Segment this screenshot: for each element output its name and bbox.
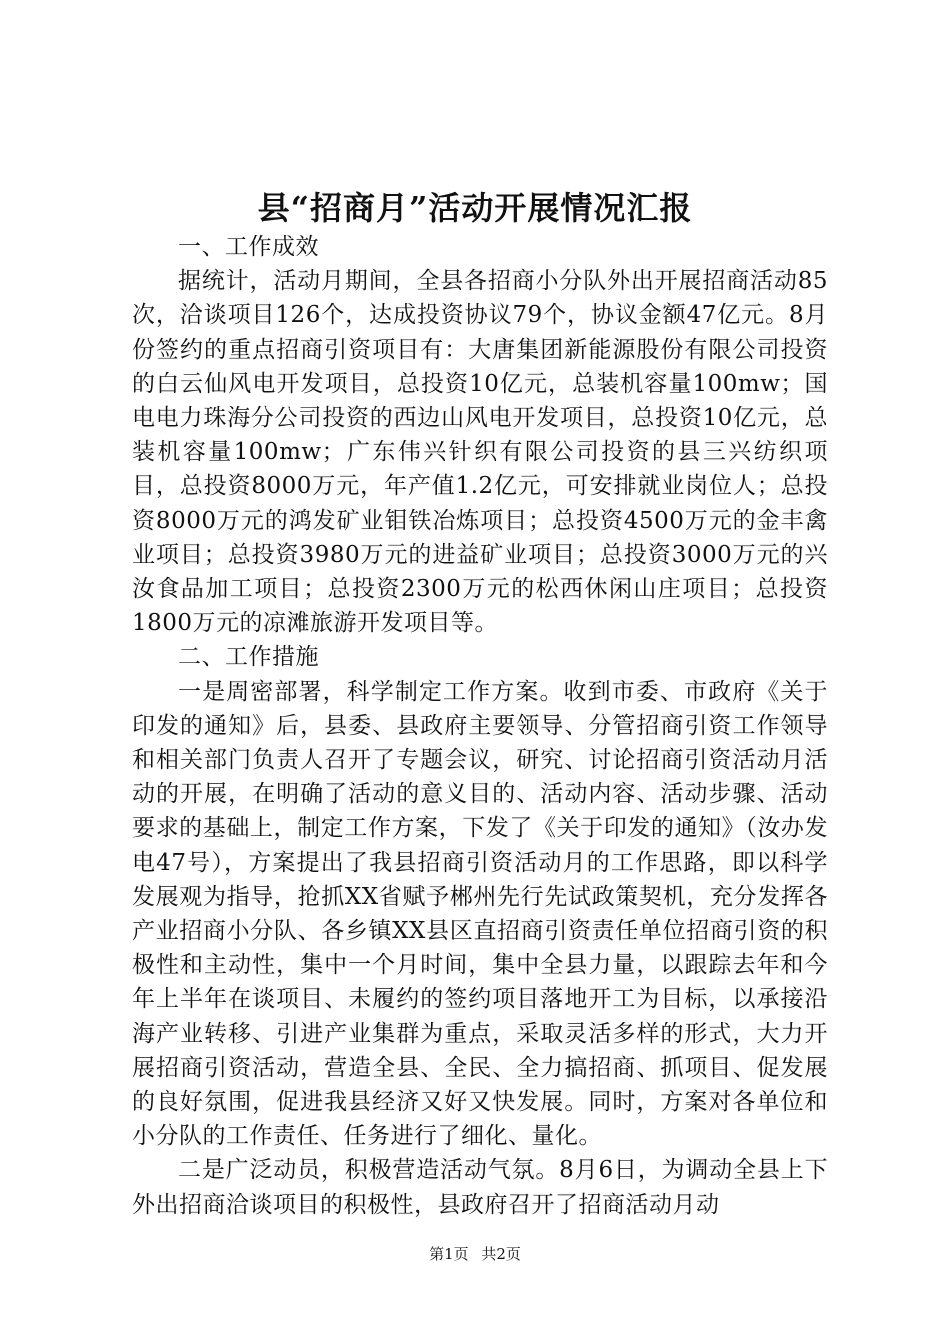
document-title: 县“招商月”活动开展情况汇报 <box>257 189 693 227</box>
paragraph-results: 据统计，活动月期间，全县各招商小分队外出开展招商活动85次，洽谈项目126个，达成投资协议79个，协议金额47亿元。8月份签约的重点招商引资项目有：大唐集团新能源股份有限公司投资的白云仙风电开发项目，总投资10亿元，总装机容量100mw；国电电力珠海分公司投资的西边山风电开发项目，总投资10亿元，总装机容量100mw；广东伟兴针织有限公司投资的县三兴纺织项目，总投资8000万元，年产值1.2亿元，可安排就业岗位人；总投资8000万元的鸿发矿业钼铁冶炼项目；总投资4500万元的金丰禽业项目；总投资3980万元的进益矿业项目；总投资3000万元的兴汝食品加工项目；总投资2300万元的松西休闲山庄项目；总投资1800万元的凉滩旅游开发项目等。 <box>132 268 828 637</box>
paragraph-measure-two: 二是广泛动员，积极营造活动气氛。8月6日，为调动全县上下外出招商洽谈项目的积极性，县政府召开了招商活动月动 <box>132 1157 828 1218</box>
page-number-current: 第1页 <box>429 1245 469 1263</box>
paragraph-measure-one: 一是周密部署，科学制定工作方案。收到市委、市政府《关于印发的通知》后，县委、县政府主要领导、分管招商引资工作领导和相关部门负责人召开了专题会议，研究、讨论招商引资活动月活动的开展，在明确了活动的意义目的、活动内容、活动步骤、活动要求的基础上，制定工作方案，下发了《关于印发的通知》（汝办发电47号），方案提出了我县招商引资活动月的工作思路，即以科学发展观为指导，抢抓XX省赋予郴州先行先试政策契机，充分发挥各产业招商小分队、各乡镇XX县区直招商引资责任单位招商引资的积极性和主动性，集中一个月时间，集中全县力量，以跟踪去年和今年上半年在谈项目、未履约的签约项目落地开工为目标，以承接沿海产业转移、引进产业集群为重点，采取灵活多样的形式，大力开展招商引资活动，营造全县、全民、全力搞招商、抓项目、促发展的良好氛围，促进我县经济又好又快发展。同时，方案对各单位和小分队的工作责任、任务进行了细化、量化。 <box>132 678 828 1150</box>
page-footer <box>0 1244 950 1264</box>
section-heading-measures: 二、工作措施 <box>178 644 319 671</box>
document-body <box>132 230 828 1222</box>
section-heading-results: 一、工作成效 <box>178 234 319 260</box>
page-number-total: 共2页 <box>481 1245 521 1263</box>
